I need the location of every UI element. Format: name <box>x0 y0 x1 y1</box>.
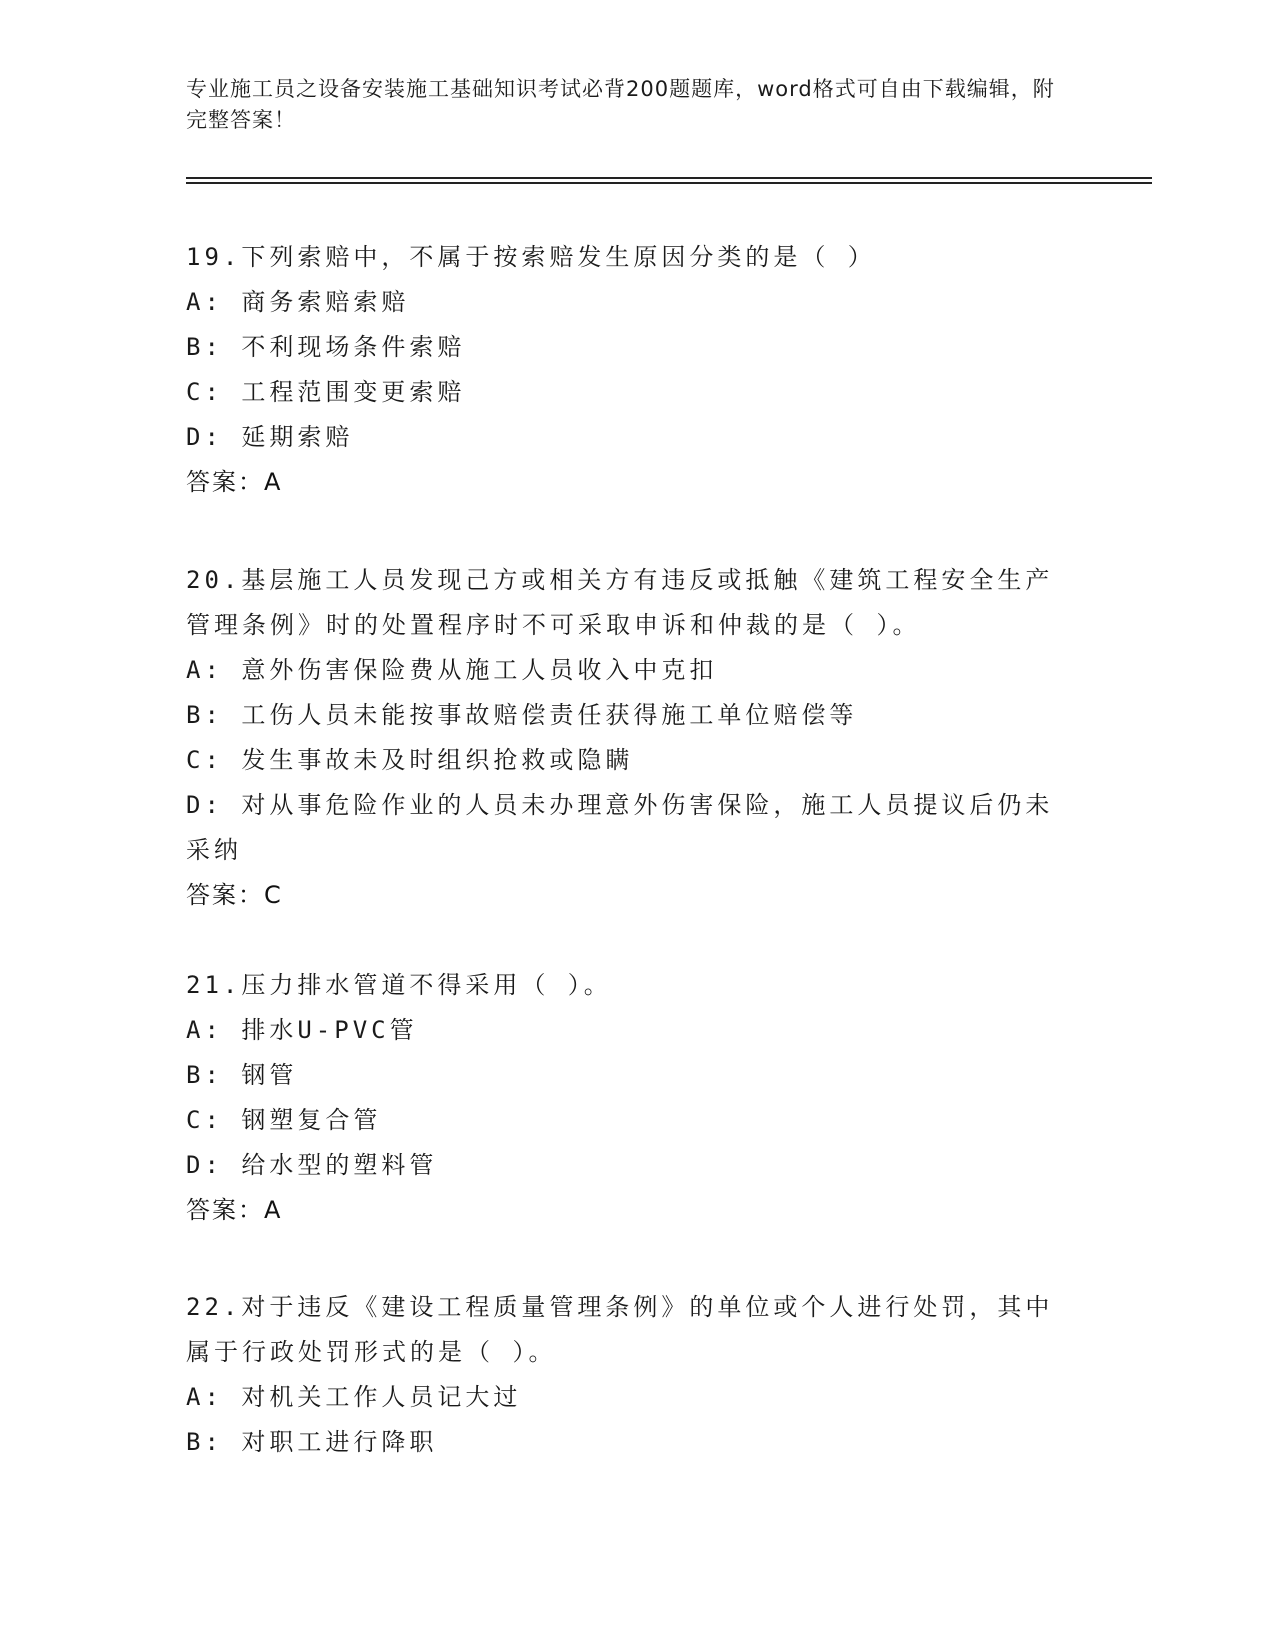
option-d: D: 延期索赔 <box>186 423 354 451</box>
option-d: D: 给水型的塑料管 <box>186 1151 438 1179</box>
answer-label: 答案：A <box>186 1196 283 1224</box>
header-divider-top <box>186 177 1152 179</box>
option-a: A: 商务索赔索赔 <box>186 288 410 316</box>
question-stem: 19.下列索赔中，不属于按索赔发生原因分类的是（ ） <box>186 243 876 271</box>
question-22 <box>186 1285 1076 1465</box>
document-header: 专业施工员之设备安装施工基础知识考试必背200题题库，word格式可自由下载编辑，附完整答案！ <box>186 77 1055 132</box>
option-a: A: 对机关工作人员记大过 <box>186 1383 522 1411</box>
question-stem: 21.压力排水管道不得采用（ ）。 <box>186 971 612 999</box>
question-20 <box>186 558 1076 918</box>
option-b: B: 工伤人员未能按事故赔偿责任获得施工单位赔偿等 <box>186 701 858 729</box>
header-divider-bottom <box>186 182 1152 184</box>
question-19 <box>186 235 1076 505</box>
option-b: B: 钢管 <box>186 1061 298 1089</box>
option-b: B: 不利现场条件索赔 <box>186 333 466 361</box>
question-stem: 22.对于违反《建设工程质量管理条例》的单位或个人进行处罚，其中属于行政处罚形式的是（ ）。 <box>186 1293 1054 1366</box>
option-a: A: 排水U-PVC管 <box>186 1016 418 1044</box>
option-c: C: 发生事故未及时组织抢救或隐瞒 <box>186 746 634 774</box>
option-b: B: 对职工进行降职 <box>186 1428 438 1456</box>
answer-label: 答案：A <box>186 468 283 496</box>
answer-label: 答案：C <box>186 881 283 909</box>
question-21 <box>186 963 1076 1233</box>
question-stem: 20.基层施工人员发现己方或相关方有违反或抵触《建筑工程安全生产管理条例》时的处置程序时不可采取申诉和仲裁的是（ ）。 <box>186 566 1054 639</box>
option-c: C: 工程范围变更索赔 <box>186 378 466 406</box>
option-c: C: 钢塑复合管 <box>186 1106 382 1134</box>
option-a: A: 意外伤害保险费从施工人员收入中克扣 <box>186 656 718 684</box>
option-d: D: 对从事危险作业的人员未办理意外伤害保险，施工人员提议后仍未采纳 <box>186 791 1054 864</box>
